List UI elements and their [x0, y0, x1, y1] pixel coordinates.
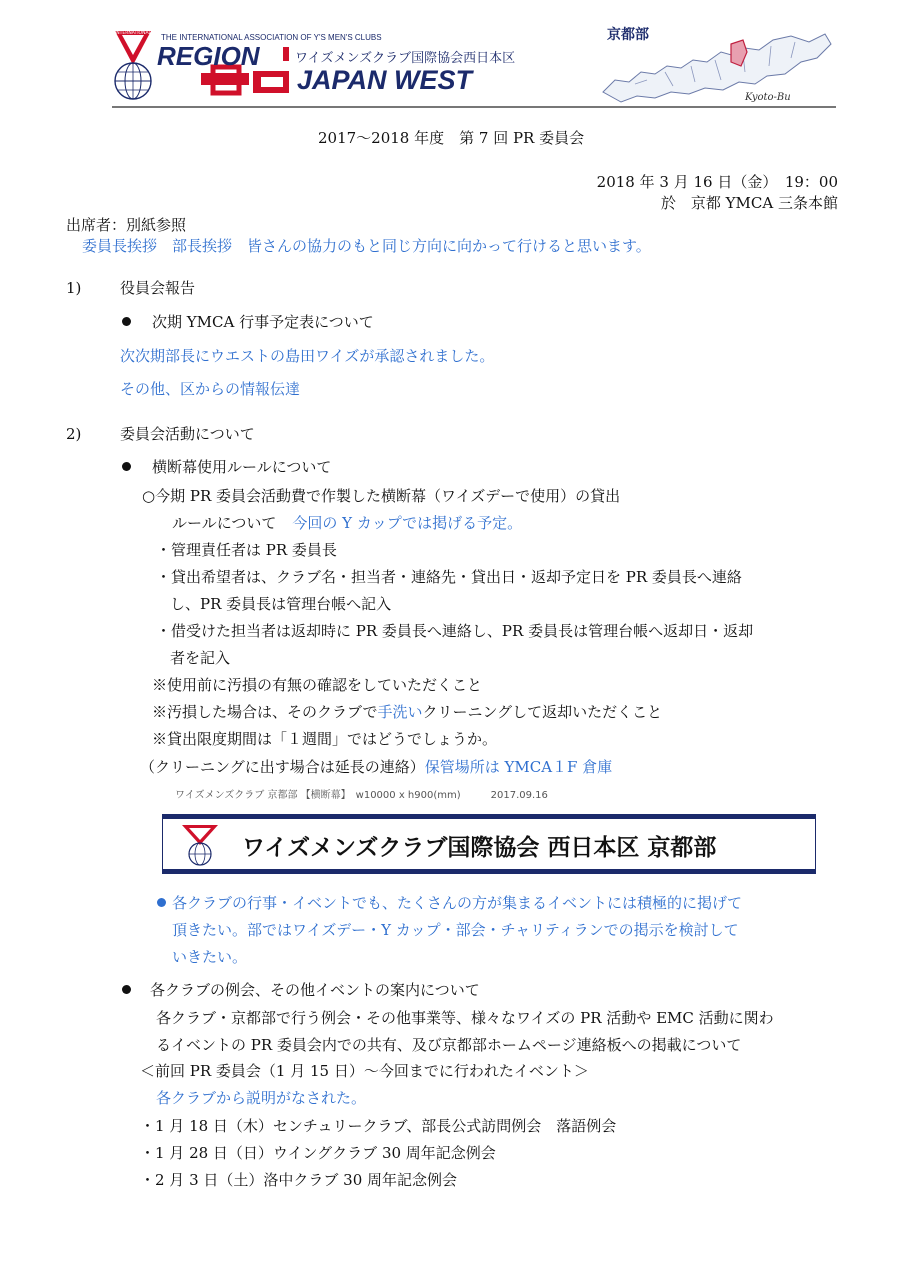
banner-text: ワイズメンズクラブ国際協会 西日本区 京都部	[242, 834, 717, 861]
note-storage	[140, 757, 612, 777]
kyoto-map	[595, 22, 835, 106]
region-logo	[113, 25, 516, 103]
section1-bullet: 次期 YMCA 行事予定表について	[152, 313, 374, 331]
rule-borrower-line-2: し、PR 委員長は管理台帳へ記入	[170, 595, 392, 613]
svg-text:INTERNATIONAL: INTERNATIONAL	[114, 31, 152, 36]
events-heading: 各クラブの例会、その他イベントの案内について	[150, 981, 480, 999]
event-item-2: ・1 月 28 日（日）ウイングクラブ 30 周年記念例会	[140, 1144, 496, 1162]
events-header: ＜前回 PR 委員会（1 月 15 日）～今回までに行われたイベント＞	[140, 1062, 589, 1080]
doc-title: 2017～2018 年度 第 7 回 PR 委員会	[318, 129, 585, 147]
rule-borrower-line-1: ・貸出希望者は、クラブ名・担当者・連絡先・貸出日・返却予定日を PR 委員長へ連絡	[156, 568, 742, 586]
map-title: 京都部	[607, 27, 649, 43]
japan-west: JAPAN WEST	[297, 65, 473, 95]
section1-number: 1)	[66, 279, 82, 297]
meeting-venue: 於 京都 YMCA 三条本館	[660, 194, 838, 212]
rule-manager: ・管理責任者は PR 委員長	[156, 541, 337, 559]
note-cleaning	[152, 702, 662, 722]
header-divider	[112, 106, 836, 108]
events-desc-2: るイベントの PR 委員会内での共有、及び京都部ホームページ連絡板への掲載について	[156, 1036, 742, 1054]
note-check: ※使用前に汚損の有無の確認をしていただくこと	[152, 676, 483, 694]
event-item-1: ・1 月 18 日（木）センチュリークラブ、部長公式訪問例会 落語例会	[140, 1117, 617, 1135]
banner-rule-heading: 横断幕使用ルールについて	[152, 458, 332, 476]
meeting-date: 2018 年 3 月 16 日（金） 19：00	[596, 173, 838, 191]
banner-caption: ワイズメンズクラブ 京都部 【横断幕】 w10000 x h900(mm) 2017.09.16	[175, 790, 548, 801]
banner-usage-note-1: 各クラブの行事・イベントでも、たくさんの方が集まるイベントには積極的に掲げて	[172, 894, 743, 912]
note-cleaning-c: クリーニングして返却いただくこと	[422, 703, 663, 721]
banner-image	[162, 814, 816, 874]
note-storage-b: 保管場所は YMCA１F 倉庫	[424, 758, 613, 776]
event-item-3: ・2 月 3 日（土）洛中クラブ 30 周年記念例会	[140, 1171, 458, 1189]
region-word: REGION	[157, 41, 260, 71]
events-desc-1: 各クラブ・京都部で行う例会・その他事業等、様々なワイズの PR 活動や EMC 活動に関わ	[156, 1009, 774, 1027]
bullet-icon	[122, 985, 131, 994]
bullet-icon	[122, 317, 131, 326]
banner-usage-note-3: いきたい。	[172, 948, 248, 966]
map-caption: Kyoto-Bu	[745, 92, 791, 103]
region-jp: ワイズメンズクラブ国際協会西日本区	[295, 51, 516, 66]
note-cleaning-a: ※汚損した場合は、そのクラブで	[152, 703, 378, 721]
section2-title: 委員会活動について	[120, 425, 255, 443]
blue-bullet-icon	[157, 898, 166, 907]
note-storage-a: （クリーニングに出す場合は延長の連絡）	[140, 758, 425, 776]
note-cleaning-b: 手洗い	[377, 703, 423, 721]
bullet-icon	[122, 462, 131, 471]
note-period: ※貸出限度期間は「１週間」ではどうでしょうか。	[152, 730, 498, 748]
greeting: 委員長挨拶 部長挨拶 皆さんの協力のもと同じ方向に向かって行けると思います。	[82, 237, 651, 255]
attendees: 出席者：別紙参照	[66, 216, 187, 234]
rule-intro-line-1: ○今期 PR 委員会活動費で作製した横断幕（ワイズデーで使用）の貸出	[142, 487, 621, 505]
org-line: THE INTERNATIONAL ASSOCIATION OF Y'S MEN'S CLUBS	[161, 33, 382, 42]
rule-return-line-2: 者を記入	[170, 649, 231, 667]
rule-intro-line-2	[172, 513, 522, 533]
banner-usage-note-2: 頂きたい。部ではワイズデー・Y カップ・部会・チャリティランでの掲示を検討して	[172, 921, 739, 939]
rule-intro-note: 今回の Y カップでは掲げる予定。	[292, 514, 523, 532]
rule-intro-text: ルールについて	[172, 514, 277, 532]
section1-title: 役員会報告	[120, 279, 196, 297]
rule-return-line-1: ・借受けた担当者は返却時に PR 委員長へ連絡し、PR 委員長は管理台帳へ返却日・返却	[156, 622, 754, 640]
events-note: 各クラブから説明がなされた。	[156, 1089, 367, 1107]
section2-number: 2)	[66, 425, 82, 443]
section1-note-2: その他、区からの情報伝達	[120, 380, 301, 398]
section1-note-1: 次次期部長にウエストの島田ワイズが承認されました。	[120, 347, 495, 365]
